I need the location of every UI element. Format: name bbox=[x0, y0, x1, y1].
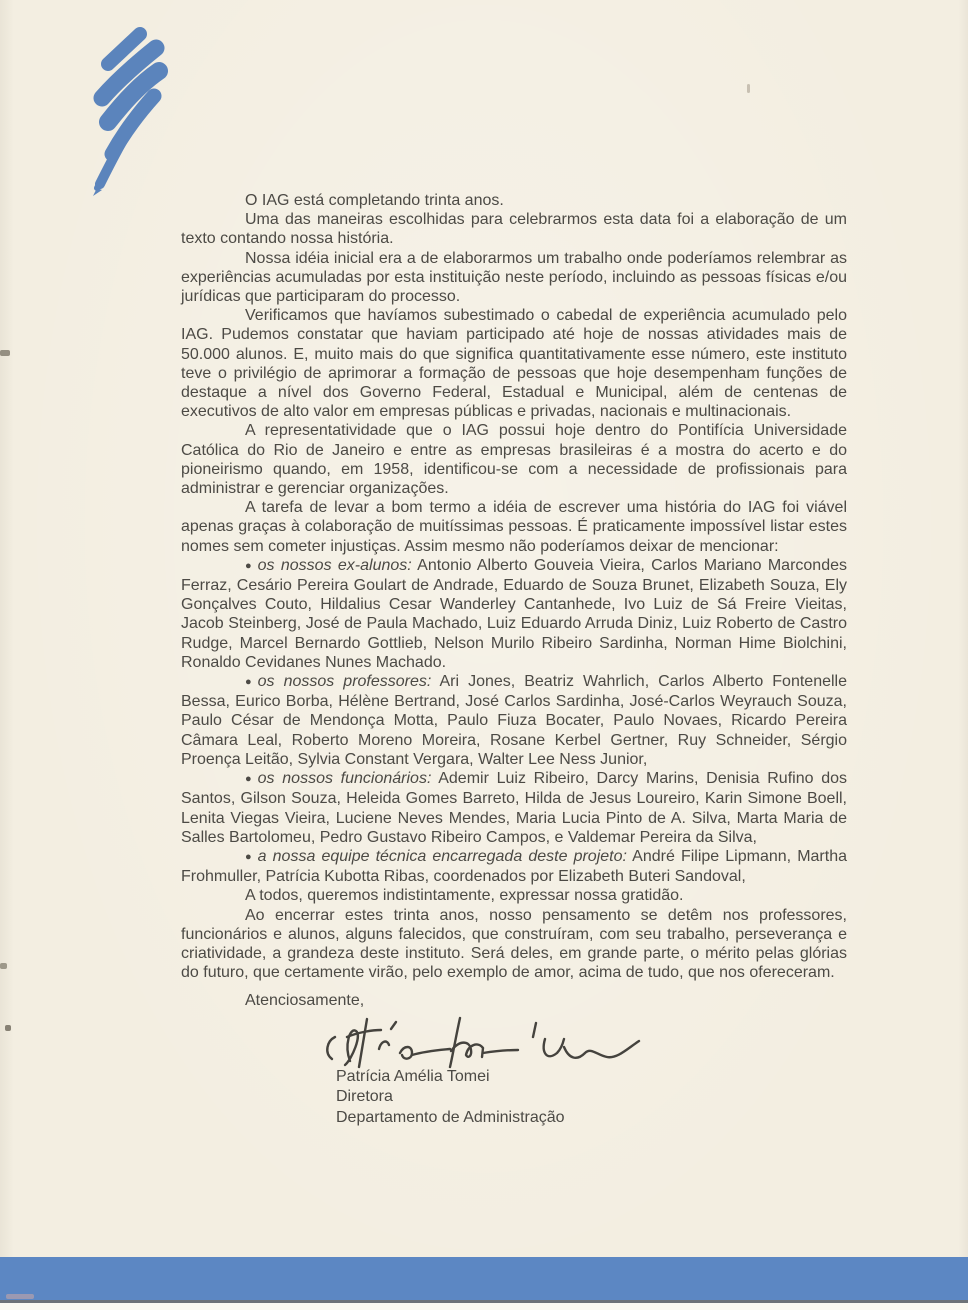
scan-smudge bbox=[747, 84, 750, 93]
signature-block bbox=[336, 1067, 847, 1129]
bullet-item-ex-alunos bbox=[181, 556, 847, 672]
bullet-names: Ari Jones, Beatriz Wahrlich, Carlos Alberto Fontenelle Bessa, Eurico Borba, Hélène Bertrand, José Carlos Sardinha, José-Carlos Weyrauch Souza, Paulo César de Mendonça Motta, Paulo Fiuza Bocater, Paulo Novaes, Ricardo Pereira Câmara Leal, Roberto Moreno Moreira, Rosane Kerbel Gertner, Ruy Schneider, Sérgio Proença Leitão, Sylvia Constant Vergara, Walter Lee Ness Junior, bbox=[181, 673, 847, 768]
signer-department: Departamento de Administração bbox=[336, 1108, 565, 1126]
bullet-icon: ● bbox=[245, 676, 252, 689]
scan-smudge bbox=[6, 1294, 34, 1299]
scan-smudge bbox=[5, 1025, 11, 1031]
bullet-icon: ● bbox=[245, 559, 252, 572]
bullet-lead: os nossos funcionários: bbox=[257, 770, 432, 788]
bullet-item-equipe-tecnica bbox=[181, 847, 847, 886]
bullet-item-funcionarios bbox=[181, 769, 847, 847]
paragraph: A representatividade que o IAG possui hoje dentro do Pontifícia Universidade Católica do Rio de Janeiro e entre as empresas brasileiras é a mostra do acerto e do pioneirismo quando, em 1958, identificou-se com a necessidade de profissionais para administrar e gerenciar organizações. bbox=[181, 422, 847, 498]
paragraph: Ao encerrar estes trinta anos, nosso pensamento se detêm nos professores, funcionários e alunos, alguns falecidos, que construíram, com seu trabalho, perseverança e criatividade, a grandeza deste instituto. Será deles, em grande parte, o mérito pelas glórias do futuro, que certamente virão, pelo exemplo de amor, acima de tudo, que nos ofereceram. bbox=[181, 906, 847, 982]
bullet-icon: ● bbox=[245, 850, 252, 863]
scan-smudge bbox=[0, 963, 7, 969]
bullet-lead: a nossa equipe técnica encarregada deste projeto: bbox=[257, 847, 627, 865]
paragraph: A tarefa de levar a bom termo a idéia de escrever uma história do IAG foi viável apenas graças à colaboração de muitíssimas pessoas. É praticamente impossível listar estes nomes sem cometer injustiças. Assim mesmo não poderíamos deixar de mencionar: bbox=[181, 499, 847, 555]
closing-salutation: Atenciosamente, bbox=[245, 992, 365, 1010]
bullet-names: Ademir Luiz Ribeiro, Darcy Marins, Denisia Rufino dos Santos, Gilson Souza, Heleida Gomes Barreto, Hilda de Jesus Loureiro, Karin Simone Boell, Lenita Viegas Vieira, Luciene Neves Mendes, Maria Lucia Pinto de A. Silva, Marta Maria de Salles Bartolomeu, Pedro Gustavo Ribeiro Campos, e Valdemar Pereira da Silva, bbox=[181, 770, 847, 846]
signer-role: Diretora bbox=[336, 1088, 393, 1106]
paragraph: A todos, queremos indistintamente, expressar nossa gratidão. bbox=[245, 887, 684, 905]
paragraph: Uma das maneiras escolhidas para celebrarmos esta data foi a elaboração de um texto contando nossa história. bbox=[181, 211, 847, 248]
footer-blue-band bbox=[0, 1257, 968, 1300]
bullet-item-professores bbox=[181, 672, 847, 769]
bullet-lead: os nossos ex-alunos: bbox=[257, 556, 412, 574]
letter-body bbox=[181, 191, 847, 1128]
bullet-lead: os nossos professores: bbox=[257, 673, 432, 691]
signer-name: Patrícia Amélia Tomei bbox=[336, 1067, 490, 1085]
paragraph: Nossa idéia inicial era a de elaborarmos um trabalho onde poderíamos relembrar as experiências acumuladas por esta instituição neste período, incluindo as pessoas físicas e/ou jurídicas que participaram do processo. bbox=[181, 249, 847, 306]
paragraph: Verificamos que havíamos subestimado o cabedal de experiência acumulado pelo IAG. Pudemos constatar que haviam participado até hoje de nossas atividades mais de 50.000 alunos. E, muito mais do que significa quantitativamente esse número, este instituto teve o privilégio de aprimorar a formação de pessoas que hoje desempenham funções de destaque a nível dos Governo Federal, Estadual e Municipal, além de centenas de executivos de alto valor em empresas públicas e privadas, nacionais e multinacionais. bbox=[181, 307, 847, 421]
brush-stroke-logo bbox=[66, 24, 180, 196]
bullet-icon: ● bbox=[245, 773, 252, 786]
scan-bed-strip bbox=[0, 1303, 968, 1310]
bullet-names: André Filipe Lipmann, Martha Frohmuller, Patrícia Kubotta Ribas, coordenados por Elizabeth Buteri Sandoval, bbox=[181, 847, 847, 886]
scan-smudge bbox=[0, 350, 10, 356]
bullet-names: Antonio Alberto Gouveia Vieira, Carlos Mariano Marcondes Ferraz, Cesário Pereira Goulart de Andrade, Eduardo de Souza Brunet, Elizabeth Souza, Ely Gonçalves Couto, Hildalius Cesar Wanderley Cantanhede, Ivo Luiz de Sá Freire Vieitas, Jacob Steinberg, José de Paula Machado, Luiz Eduardo Arruda Diniz, Luiz Roberto de Castro Rudge, Marcel Bernardo Gottlieb, Nelson Murilo Ribeiro Sardinha, Norman Hime Biolchini, Ronaldo Cevidanes Nunes Machado. bbox=[181, 556, 847, 671]
paragraph: O IAG está completando trinta anos. bbox=[245, 192, 504, 209]
